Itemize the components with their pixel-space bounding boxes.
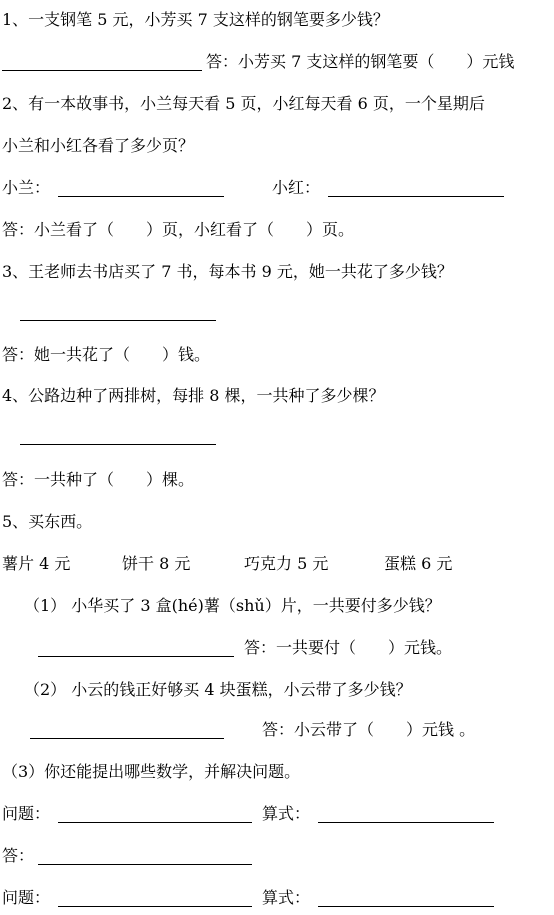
price-item-chips: 薯片 4 元 <box>2 554 71 573</box>
question-blank-2[interactable] <box>58 906 252 907</box>
label-formula: 算式： <box>262 804 311 823</box>
answer-blank-q3[interactable] <box>20 320 216 321</box>
formula-blank-2[interactable] <box>318 906 494 907</box>
answer-blank-sub1[interactable] <box>38 656 234 657</box>
price-item-chocolate: 巧克力 5 元 <box>244 554 329 573</box>
answer-blank[interactable] <box>2 70 202 71</box>
question-2-text-line2: 小兰和小红各看了多少页？ <box>2 136 195 155</box>
answer-blank-sub3[interactable] <box>38 864 252 865</box>
question-4-answer: 答：一共种了（ ）棵。 <box>2 470 195 489</box>
question-1-text: 1、一支钢笔 5 元，小芳买 7 支这样的钢笔要多少钱？ <box>2 10 389 29</box>
question-3-text: 3、王老师去书店买了 7 书，每本书 9 元，她一共花了多少钱？ <box>2 262 453 281</box>
label-question: 问题： <box>2 888 51 907</box>
answer-blank-sub2[interactable] <box>30 738 224 739</box>
sub-question-1-answer: 答：一共要付（ ）元钱。 <box>244 638 453 657</box>
price-item-biscuits: 饼干 8 元 <box>122 554 191 573</box>
label-answer: 答： <box>2 846 35 865</box>
sub-question-1-text: （1） 小华买了 3 盒(hé)薯（shǔ）片，一共要付多少钱？ <box>24 596 441 615</box>
sub-question-3-text: （3）你还能提出哪些数学，并解决问题。 <box>2 762 301 781</box>
question-2-text-line1: 2、有一本故事书，小兰每天看 5 页，小红每天看 6 页，一个星期后 <box>2 94 485 113</box>
question-2-answer: 答：小兰看了（ ）页，小红看了（ ）页。 <box>2 220 355 239</box>
sub-question-2-answer: 答：小云带了（ ）元钱 。 <box>262 720 476 739</box>
question-4-text: 4、公路边种了两排树，每排 8 棵，一共种了多少棵？ <box>2 386 385 405</box>
question-5-title: 5、买东西。 <box>2 512 93 531</box>
answer-blank-xiaolan[interactable] <box>58 196 224 197</box>
label-xiaolan: 小兰： <box>2 178 51 197</box>
question-1-answer: 答：小芳买 7 支这样的钢笔要（ ）元钱 <box>206 52 515 71</box>
question-blank-1[interactable] <box>58 822 252 823</box>
sub-question-2-text: （2） 小云的钱正好够买 4 块蛋糕，小云带了多少钱？ <box>24 680 412 699</box>
label-formula: 算式： <box>262 888 311 907</box>
answer-blank-xiaohong[interactable] <box>328 196 504 197</box>
formula-blank-1[interactable] <box>318 822 494 823</box>
label-question: 问题： <box>2 804 51 823</box>
answer-blank-q4[interactable] <box>20 444 216 445</box>
price-item-cake: 蛋糕 6 元 <box>384 554 453 573</box>
question-3-answer: 答：她一共花了（ ）钱。 <box>2 345 211 364</box>
label-xiaohong: 小红： <box>272 178 321 197</box>
